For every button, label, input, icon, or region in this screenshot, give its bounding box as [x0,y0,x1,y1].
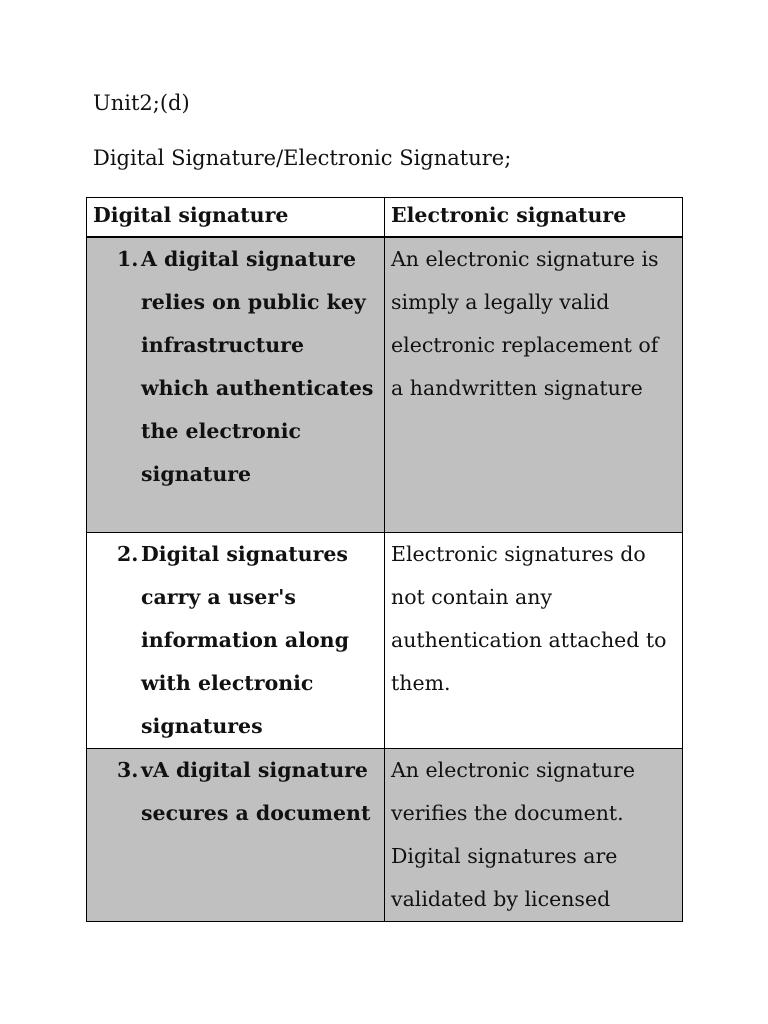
table-header-row [87,198,683,238]
digital-cell [87,237,385,532]
digital-cell [87,748,385,921]
row-number: 1. [117,247,139,271]
electronic-text: Electronic signatures do not contain any authentication attached to them. [391,541,667,695]
comparison-table [86,197,683,922]
electronic-text: An electronic signature is simply a legally valid electronic replacement of a handwritten signature [391,247,659,400]
document-subtitle: Digital Signature/Electronic Signature; [93,146,512,170]
electronic-cell [385,237,683,532]
row-number: 2. [117,541,139,566]
electronic-cell [385,748,683,921]
digital-cell [87,532,385,748]
digital-text: A digital signature relies on public key infrastructure which authenticates the electronic signature [141,247,374,486]
row-number: 3. [117,757,139,782]
header-digital-signature: Digital signature [87,198,385,238]
digital-text: vA digital signature secures a document [141,757,371,825]
header-electronic-signature: Electronic signature [385,198,683,238]
electronic-cell [385,532,683,748]
table-row [87,237,683,532]
table-row [87,748,683,921]
unit-heading: Unit2;(d) [93,91,190,115]
table-row [87,532,683,748]
digital-text: Digital signatures carry a user's information along with electronic signatures [141,541,349,738]
electronic-text: An electronic signature verifies the document. Digital signatures are validated by licensed [391,757,635,911]
